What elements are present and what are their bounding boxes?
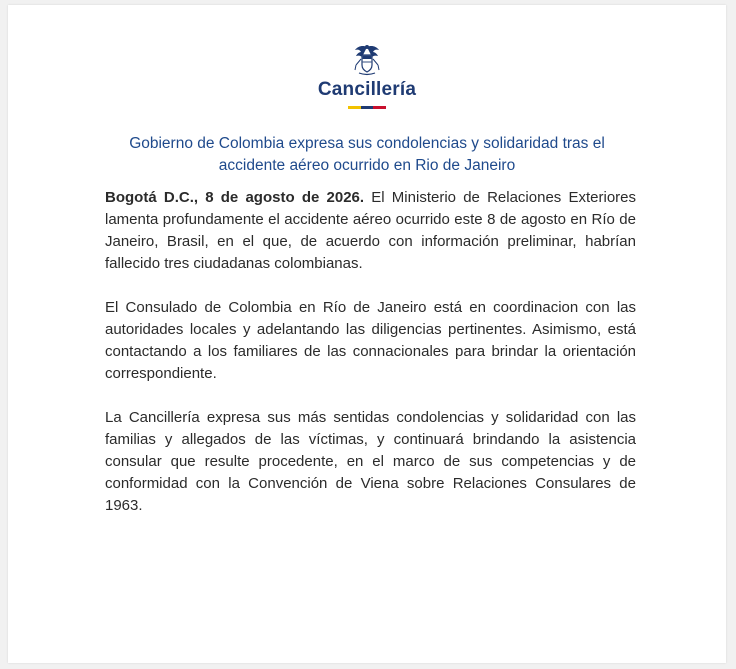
headline-line-2: accidente aéreo ocurrido en Rio de Janeiro xyxy=(218,157,516,174)
paragraph-1 xyxy=(105,187,636,275)
press-release-page xyxy=(8,5,726,663)
paragraph-3: La Cancillería expresa sus más sentidas condolencias y solidaridad con las familias y allegados de las víctimas, y continuará brindando la asistencia consular que resulte procedente, en el marco de sus competencias y de conformidad con la Convención de Viena sobre Relaciones Consulares de 1963. xyxy=(105,409,636,514)
flag-yellow-stripe xyxy=(348,106,361,109)
dateline: Bogotá D.C., 8 de agosto de 2026. xyxy=(105,189,365,206)
press-release-body xyxy=(105,187,636,539)
headline xyxy=(48,133,686,177)
logo xyxy=(8,43,726,109)
paragraph-1-text: El Ministerio de Relaciones Exteriores lamenta profundamente el accidente aéreo ocurrido este 8 de agosto en Río de Janeiro, Brasil, en el que, de acuerdo con información preliminar, habrían fallecido tres ciudadanas colombianas. xyxy=(105,189,636,272)
headline-line-1: Gobierno de Colombia expresa sus condolencias y solidaridad tras el xyxy=(129,135,605,152)
paragraph-2: El Consulado de Colombia en Río de Janeiro está en coordinacion con las autoridades locales y adelantando las diligencias pertinentes. Asimismo, está contactando a los familiares de las connacionales para brindar la orientación correspondiente. xyxy=(105,299,636,382)
colombia-coat-of-arms-icon xyxy=(352,43,382,77)
flag-blue-stripe xyxy=(361,106,374,109)
flag-red-stripe xyxy=(373,106,386,109)
brand-name: Cancillería xyxy=(317,79,417,100)
flag-bar xyxy=(348,106,386,109)
